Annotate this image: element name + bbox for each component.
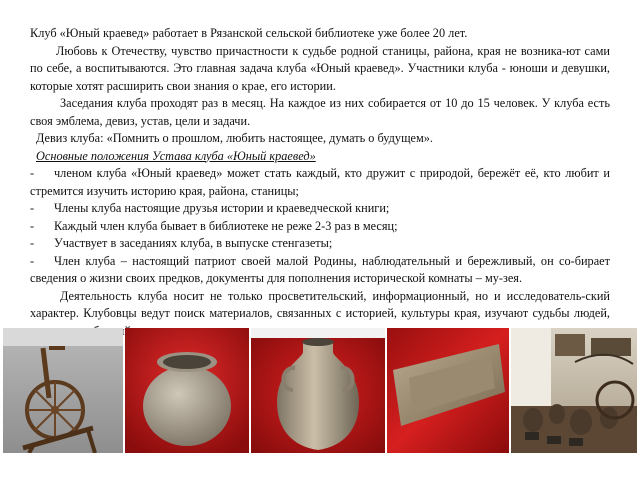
spinning-wheel-icon (3, 328, 123, 453)
charter-heading: Основные положения Устава клуба «Юный краевед» (36, 148, 316, 163)
intro-paragraph: Клуб «Юный краевед» работает в Рязанской сельской библиотеке уже более 20 лет. (30, 26, 468, 40)
clay-jug-photo (251, 328, 385, 453)
photo-strip (3, 328, 637, 453)
clay-jug-icon (251, 328, 385, 453)
museum-room-icon (511, 328, 637, 453)
charter-item: - Каждый член клуба бывает в библиотеке не реже 2-3 раз в месяц; (30, 218, 610, 236)
list-dash: - (30, 236, 35, 250)
clay-pot-icon (125, 328, 249, 453)
mission-paragraph: Любовь к Отечеству, чувство причастности к судьбе родной станицы, района, края не возника-ют сами по себе, а воспитываются. Это главная задача клуба «Юный краевед». Участники клуба - юноши и девушки, которые хотят расширить свои знания о крае, его истории. (30, 43, 610, 93)
motto-paragraph: Девиз клуба: «Помнить о прошлом, любить настоящее, думать о будущем». (36, 131, 433, 145)
wooden-trough-icon (387, 328, 509, 453)
spinning-wheel-photo (3, 328, 123, 453)
list-dash: - (30, 253, 35, 268)
charter-item: - членом клуба «Юный краевед» может стать каждый, кто дружит с природой, бережёт её, кто любит и стремится изучить историю края, района, станицы; (30, 166, 610, 198)
charter-item: - Члены клуба настоящие друзья истории и краеведческой книги; (30, 200, 610, 218)
wooden-trough-photo (387, 328, 509, 453)
meetings-paragraph: Заседания клуба проходят раз в месяц. На каждое из них собирается от 10 до 15 человек. У клуба есть своя эмблема, девиз, устав, цели и задачи. (30, 96, 610, 128)
charter-item: - Член клуба – настоящий патриот своей малой Родины, наблюдательный и бережливый, он со-бирает сведения о жизни своих предков, документы для пополнения исторической комнаты – му-зея. (30, 253, 610, 285)
clay-pot-photo (125, 328, 249, 453)
charter-item: - Участвует в заседаниях клуба, в выпуске стенгазеты; (30, 235, 610, 253)
list-dash: - (30, 166, 35, 180)
closing-paragraph: Деятельность клуба носит не только просветительский, информационный, но и исследователь-ский характер. Клубовцы ведут поиск материалов, связанных с историей, культуры края, изучают судьбы людей, (30, 288, 610, 320)
list-dash: - (30, 201, 35, 215)
list-dash: - (30, 218, 35, 233)
museum-room-photo (511, 328, 637, 453)
article-text (30, 25, 610, 340)
